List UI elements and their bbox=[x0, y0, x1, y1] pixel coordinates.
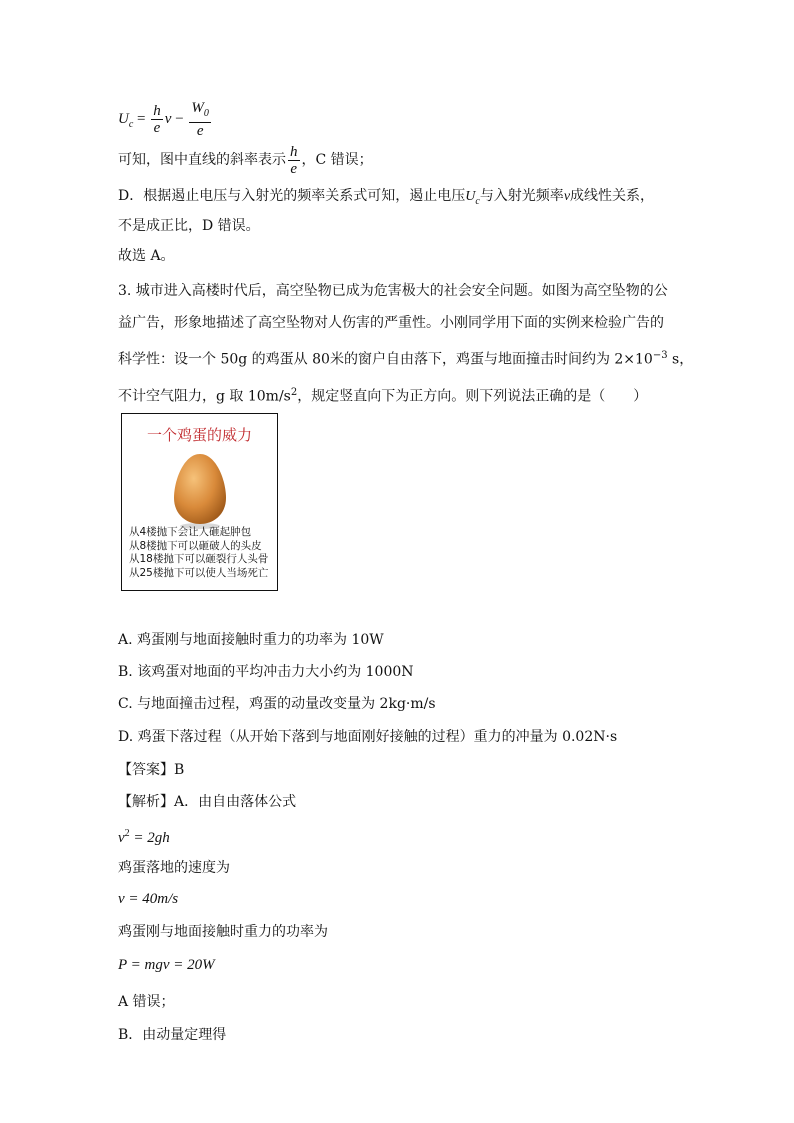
d1-var-nu: ν bbox=[563, 189, 571, 204]
option-c: C. 与地面撞击过程，鸡蛋的动量改变量为 2kg·m/s bbox=[118, 696, 436, 712]
speed-label: 鸡蛋落地的速度为 bbox=[118, 860, 230, 876]
equation-power: P = mgv = 20W bbox=[118, 957, 215, 973]
var-u: U bbox=[118, 110, 129, 127]
equation-v-squared bbox=[118, 824, 170, 848]
denominator-e2: e bbox=[196, 123, 204, 139]
stopping-voltage-formula bbox=[118, 100, 213, 143]
slope-text-post: ，C 错误； bbox=[301, 152, 373, 168]
option-a: A. 鸡蛋刚与地面接触时重力的功率为 10W bbox=[118, 632, 384, 648]
choice-line: 故选 A。 bbox=[118, 248, 175, 264]
minus-sign: − bbox=[171, 110, 188, 127]
numerator-h: h bbox=[153, 103, 161, 119]
d1-mid: 与入射光频率 bbox=[479, 188, 564, 204]
fraction-h-over-e-inline bbox=[288, 144, 300, 177]
b-start-line: B．由动量定理得 bbox=[118, 1027, 227, 1043]
eq1-exp: 2 bbox=[124, 828, 130, 839]
fraction-h-over-e bbox=[151, 103, 163, 136]
question3-line4 bbox=[118, 383, 647, 407]
var-nu: ν bbox=[164, 110, 172, 127]
q3-l4-exp: 2 bbox=[290, 387, 298, 398]
ad-line: 从18楼抛下可以砸裂行人头骨 bbox=[129, 553, 269, 565]
d1-post: 成线性关系， bbox=[570, 188, 655, 204]
question3-line2: 益广告，形象地描述了高空坠物对人伤害的严重性。小刚同学用下面的实例来检验广告的 bbox=[118, 315, 664, 331]
q3-l3-post: s， bbox=[667, 351, 694, 368]
option-d-analysis-line1 bbox=[118, 186, 654, 212]
slope-line bbox=[118, 143, 373, 177]
d1-sub-c: c bbox=[475, 195, 480, 207]
ad-caption bbox=[129, 526, 268, 580]
question3-line1: 3. 城市进入高楼时代后，高空坠物已成为危害极大的社会安全问题。如图为高空坠物的公 bbox=[118, 283, 668, 299]
ad-title: 一个鸡蛋的威力 bbox=[146, 426, 252, 444]
eq1-rhs: = 2gh bbox=[129, 830, 170, 846]
q3-l4-post: ，规定竖直向下为正方向。则下列说法正确的是（ ） bbox=[297, 388, 648, 405]
power-label: 鸡蛋刚与地面接触时重力的功率为 bbox=[118, 924, 328, 940]
inline-den-e: e bbox=[290, 160, 298, 177]
analysis-line: 【解析】A．由自由落体公式 bbox=[118, 794, 297, 810]
slope-text-pre: 可知，图中直线的斜率表示 bbox=[118, 152, 286, 168]
egg-icon bbox=[170, 450, 230, 530]
answer-line: 【答案】B bbox=[118, 762, 185, 778]
equals-sign: = bbox=[133, 110, 150, 127]
ad-line: 从8楼抛下可以砸破人的头皮 bbox=[129, 539, 262, 552]
ad-line: 从4楼抛下会让人砸起肿包 bbox=[129, 526, 252, 538]
inline-num-h: h bbox=[290, 143, 298, 160]
q3-l3-exp: −3 bbox=[652, 350, 668, 361]
option-d-analysis-line2: 不是成正比，D 错误。 bbox=[118, 218, 260, 234]
denominator-e: e bbox=[153, 120, 161, 136]
a-wrong-line: A 错误； bbox=[118, 994, 175, 1010]
d1-pre: D．根据遏止电压与入射光的频率关系式可知，遏止电压 bbox=[118, 188, 466, 204]
option-b: B. 该鸡蛋对地面的平均冲击力大小约为 1000N bbox=[118, 664, 414, 680]
numerator-w: W bbox=[191, 100, 204, 116]
sub-c: c bbox=[128, 118, 134, 130]
question3-line3 bbox=[118, 346, 693, 370]
eq1-lhs: v bbox=[118, 830, 125, 846]
d1-var-u: U bbox=[465, 189, 476, 204]
q3-l4-pre: 不计空气阻力，g 取 10m/s bbox=[118, 388, 291, 405]
option-d: D. 鸡蛋下落过程（从开始下落到与地面刚好接触的过程）重力的冲量为 0.02N·s bbox=[118, 729, 618, 745]
equation-speed: v = 40m/s bbox=[118, 891, 179, 907]
egg-ad-figure bbox=[121, 413, 278, 591]
q3-l3-pre: 科学性：设一个 50g 的鸡蛋从 80米的窗户自由落下，鸡蛋与地面撞击时间约为 2×10 bbox=[118, 351, 653, 368]
fraction-w0-over-e bbox=[189, 100, 211, 139]
sub-0: 0 bbox=[203, 108, 209, 119]
ad-line: 从25楼抛下可以使人当场死亡 bbox=[129, 566, 269, 579]
